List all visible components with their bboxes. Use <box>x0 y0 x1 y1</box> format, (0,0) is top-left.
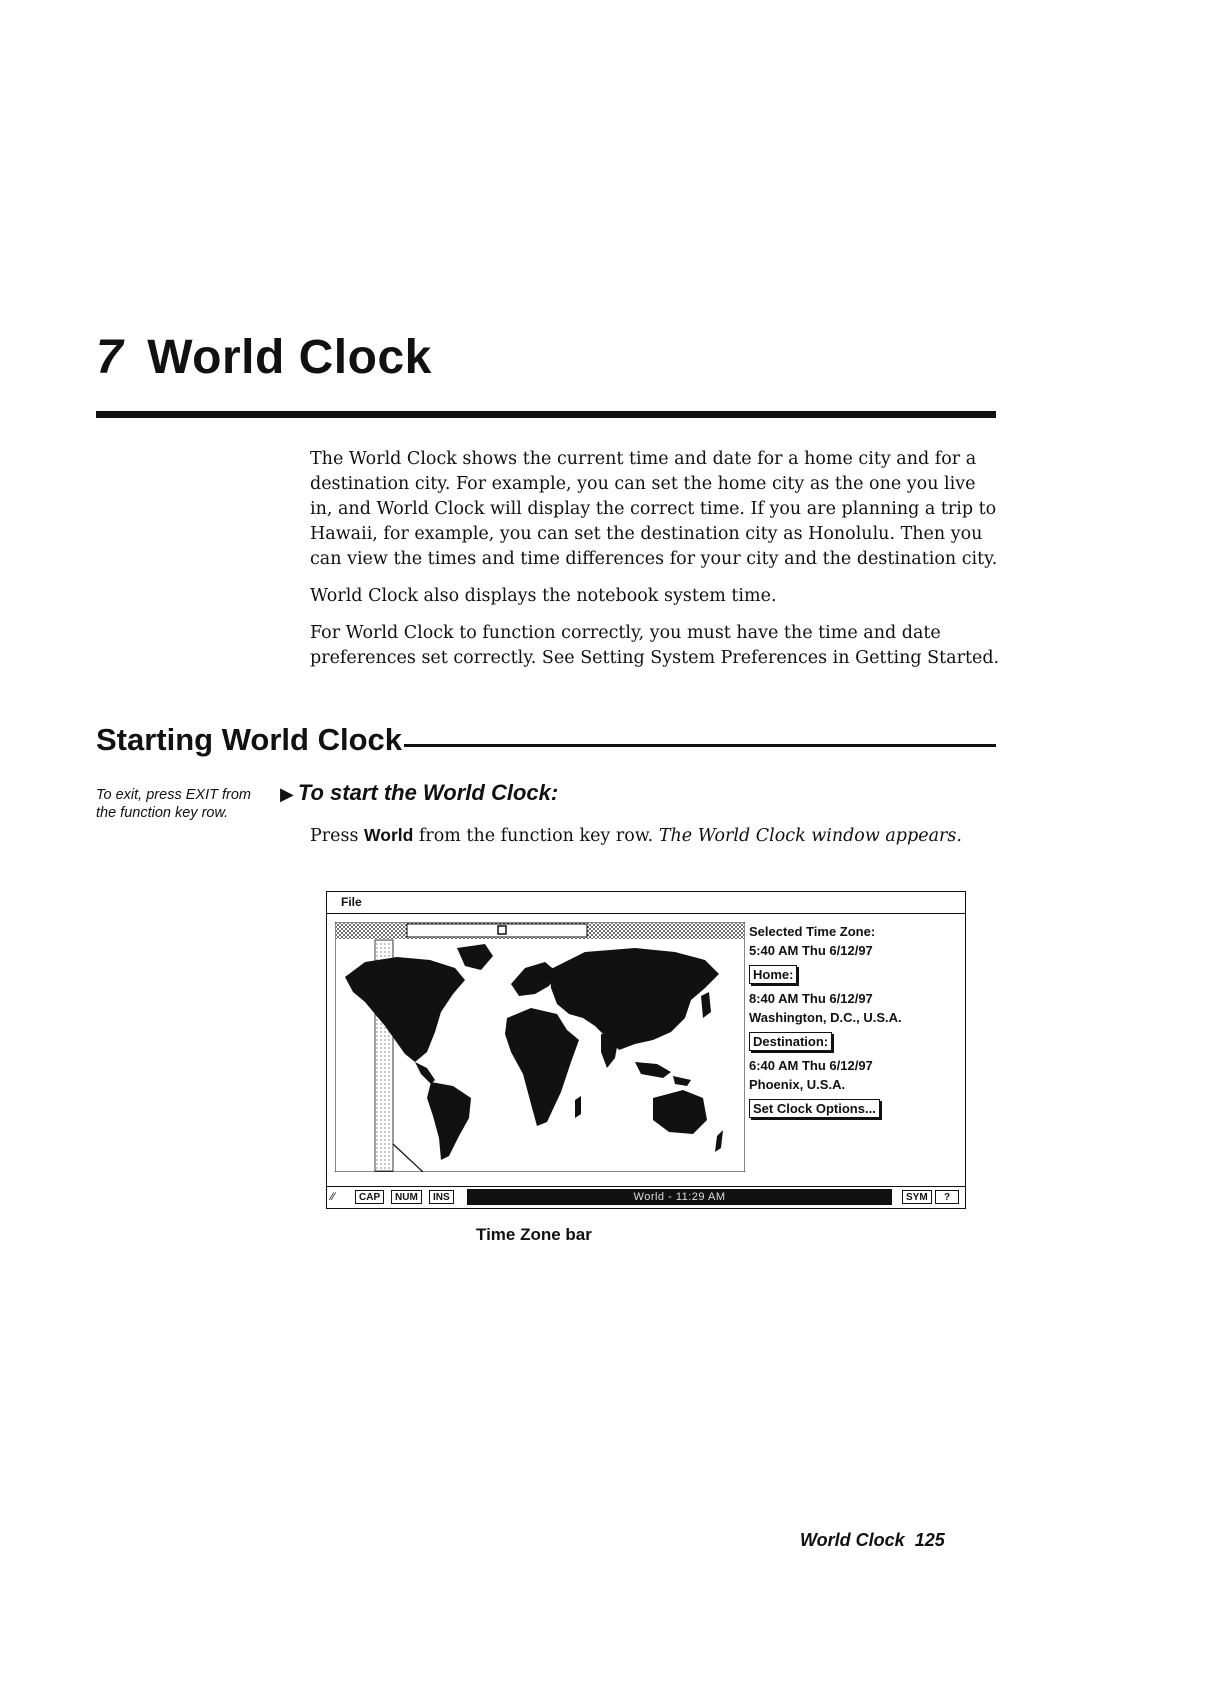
chapter-title-text: World Clock <box>147 331 432 384</box>
chapter-divider <box>96 411 996 418</box>
page-number: 125 <box>914 1530 945 1550</box>
window-title-bar: World - 11:29 AM <box>467 1189 892 1205</box>
selected-zone-time: 5:40 AM Thu 6/12/97 <box>749 943 873 958</box>
step-key: World <box>364 825 414 845</box>
step-middle: from the function key row. <box>418 826 654 846</box>
section-heading-text: Starting World Clock <box>96 722 403 757</box>
selected-zone-label: Selected Time Zone: <box>749 924 876 939</box>
section-divider <box>404 744 996 747</box>
sym-button[interactable]: SYM <box>902 1190 932 1204</box>
info-panel <box>749 922 959 1123</box>
status-bar <box>327 1186 965 1208</box>
footer-title: World Clock <box>800 1530 905 1550</box>
procedure-step <box>310 825 962 846</box>
menu-bar <box>327 892 965 914</box>
ins-indicator: INS <box>429 1190 454 1204</box>
chapter-number: 7 <box>96 331 124 384</box>
step-prefix: Press <box>310 826 359 846</box>
num-indicator: NUM <box>391 1190 422 1204</box>
resize-grip-icon[interactable]: ∕∕ <box>331 1191 335 1203</box>
margin-note: To exit, press EXIT from the function key row. <box>96 787 251 821</box>
page-footer <box>800 1530 945 1551</box>
destination-time: 6:40 AM Thu 6/12/97 <box>749 1058 873 1073</box>
cap-indicator: CAP <box>355 1190 384 1204</box>
world-clock-screenshot <box>326 891 966 1209</box>
intro-text <box>310 447 1000 683</box>
section-heading <box>96 718 996 762</box>
home-time: 8:40 AM Thu 6/12/97 <box>749 991 873 1006</box>
procedure-heading-text: To start the World Clock: <box>297 780 559 805</box>
figure-caption: Time Zone bar <box>476 1225 592 1244</box>
menu-file[interactable]: File <box>341 895 362 909</box>
set-clock-options-button[interactable]: Set Clock Options... <box>749 1099 880 1118</box>
intro-paragraph: World Clock also displays the notebook system time. <box>310 586 777 606</box>
intro-paragraph: The World Clock shows the current time and date for a home city and for a destination city. For example, you can set the home city as the one you live in, and World Clock will display the correct time. If you are planning a trip to Hawaii, for example, you can set the destination city as Honolulu. Then you can view the times and time differences for your city and the destination city. <box>310 449 998 569</box>
world-map[interactable] <box>335 922 745 1172</box>
world-map-graphic <box>335 922 745 1172</box>
chapter-title <box>96 330 432 385</box>
destination-city: Phoenix, U.S.A. <box>749 1077 846 1092</box>
step-result: The World Clock window appears. <box>658 826 962 846</box>
intro-paragraph: For World Clock to function correctly, you must have the time and date preferences set correctly. See Setting System Preferences in Getting Started. <box>310 623 1000 668</box>
home-button[interactable]: Home: <box>749 965 797 984</box>
arrow-right-icon: ▶ <box>280 784 294 804</box>
procedure-heading <box>280 780 558 806</box>
destination-button[interactable]: Destination: <box>749 1032 832 1051</box>
help-button[interactable]: ? <box>935 1190 959 1204</box>
home-city: Washington, D.C., U.S.A. <box>749 1010 902 1025</box>
